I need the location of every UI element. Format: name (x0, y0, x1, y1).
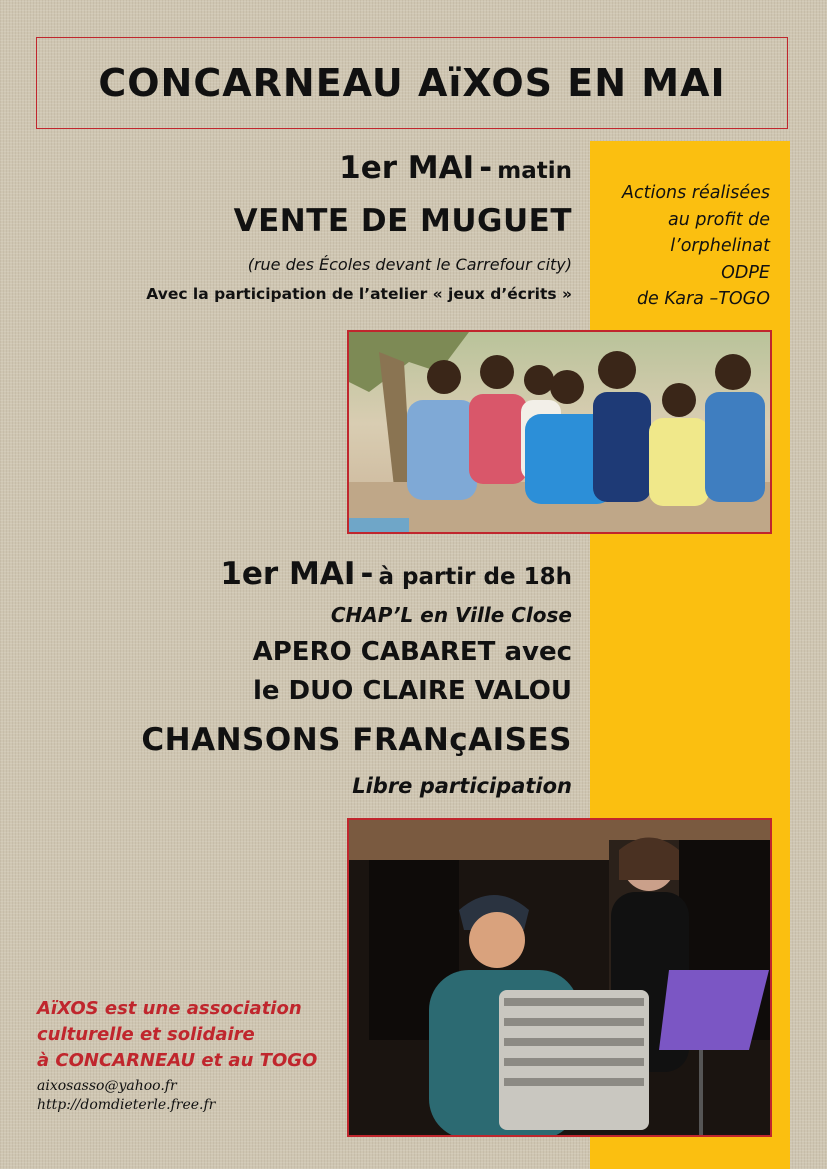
event2-dash: - (360, 556, 374, 592)
event2-date-line (220, 556, 572, 592)
poster-title: CONCARNEAU AïXOS EN MAI (98, 61, 726, 105)
event1-date: 1er MAI (339, 150, 475, 186)
sidebar-line: l’orphelinat (670, 236, 770, 256)
org-line: culturelle et solidaire (37, 1024, 255, 1045)
website-link[interactable]: http://domdieterle.free.fr (37, 1097, 216, 1113)
sidebar-line: au profit de (668, 209, 770, 230)
title-box (36, 37, 788, 129)
org-line: à CONCARNEAU et au TOGO (37, 1050, 318, 1071)
org-line: AïXOS est une association (37, 998, 302, 1019)
event2-date: 1er MAI (220, 556, 356, 592)
event2-venue: CHAP’L en Ville Close (330, 603, 572, 627)
event2-time: à partir de 18h (378, 564, 572, 590)
children-photo (347, 330, 772, 534)
event1-participation: Avec la participation de l’atelier « jeux d’écrits » (146, 285, 572, 303)
contact-info (37, 1077, 215, 1115)
event1-time: matin (497, 158, 572, 184)
event2-line2: le DUO CLAIRE VALOU (252, 676, 572, 706)
event1-headline: VENTE DE MUGUET (233, 203, 572, 239)
event2-line1: APERO CABARET avec (252, 637, 572, 667)
event2-headline: CHANSONS FRANçAISES (141, 722, 572, 758)
event2-note: Libre participation (352, 774, 572, 798)
email-link[interactable]: aixosasso@yahoo.fr (37, 1078, 177, 1094)
concert-photo (347, 818, 772, 1137)
association-description (37, 996, 317, 1074)
event1-date-line (339, 150, 572, 186)
sidebar-line: Actions réalisées (622, 183, 770, 203)
event1-location: (rue des Écoles devant le Carrefour city) (247, 255, 572, 274)
sidebar-text (592, 180, 770, 313)
sidebar-line: ODPE (721, 262, 770, 283)
sidebar-line: de Kara –TOGO (636, 289, 770, 309)
event1-dash: - (479, 150, 493, 186)
